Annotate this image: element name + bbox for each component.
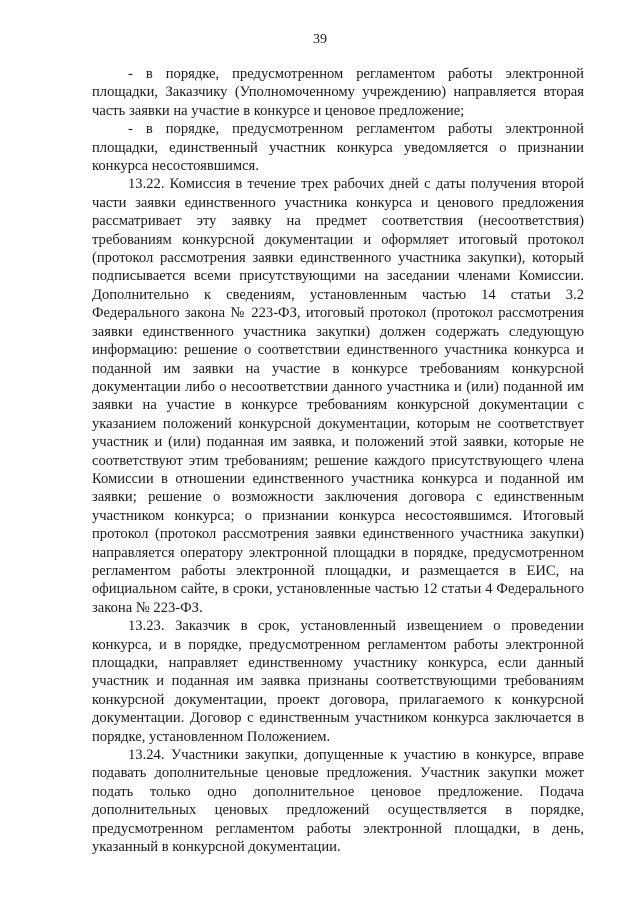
- page-number: 39: [313, 32, 327, 47]
- paragraph-13-24: 13.24. Участники закупки, допущенные к участию в конкурсе, вправе подавать дополнительные ценовые предложения. Участник закупки может подать только одно дополнительное ценовое предложение. Подача дополнительных ценовых предложений осуществляется в порядке, предусмотренном регламентом работы электронной площадки, в день, указанный в конкурсной документации.: [92, 747, 584, 856]
- document-body: [92, 65, 584, 856]
- paragraph-list-item-notification: - в порядке, предусмотренном регламентом работы электронной площадки, единственный участник конкурса уведомляется о признании конкурса несостоявшимся.: [92, 121, 584, 175]
- paragraph-13-22: 13.22. Комиссия в течение трех рабочих дней с даты получения второй части заявки единственного участника конкурса и ценового предложения рассматривает эту заявку на предмет соответствия (несоответствия) требованиям конкурсной документации и оформляет итоговый протокол (протокол рассмотрения заявки единственного участника закупки), который подписывается всеми присутствующими на заседании членами Комиссии. Дополнительно к сведениям, установленным частью 14 статьи 3.2 Федерального закона № 223-ФЗ, итоговый протокол (протокол рассмотрения заявки единственного участника закупки) должен содержать следующую информацию: решение о соответствии единственного участника конкурса и поданной им заявки на участие в конкурсе требованиям конкурсной документации либо о несоответствии данного участника и (или) поданной им заявки на участие в конкурсе требованиям конкурсной документации с указанием положений конкурсной документации, которым не соответствует участник и (или) поданная им заявка, и положений этой заявки, которые не соответствуют этим требованиям; решение каждого присутствующего члена Комиссии в отношении единственного участника конкурса и поданной им заявки; решение о возможности заключения договора с единственным участником конкурса; о признании конкурса несостоявшимся. Итоговый протокол (протокол рассмотрения заявки единственного участника закупки) направляется оператору электронной площадки в порядке, предусмотренном регламентом работы электронной площадки, и размещается в ЕИС, на официальном сайте, в сроки, установленные частью 12 статьи 4 Федерального закона № 223-ФЗ.: [92, 176, 584, 616]
- paragraph-13-23: 13.23. Заказчик в срок, установленный извещением о проведении конкурса, и в порядке, предусмотренном регламентом работы электронной площадки, направляет единственному участнику конкурса, если данный участник и поданная им заявка признаны соответствующими требованиям конкурсной документации, проект договора, прилагаемого к конкурсной документации. Договор с единственным участником конкурса заключается в порядке, установленном Положением.: [92, 618, 584, 745]
- paragraph-list-item-second-part: - в порядке, предусмотренном регламентом работы электронной площадки, Заказчику (Уполномоченному учреждению) направляется вторая часть заявки на участие в конкурсе и ценовое предложение;: [92, 66, 584, 119]
